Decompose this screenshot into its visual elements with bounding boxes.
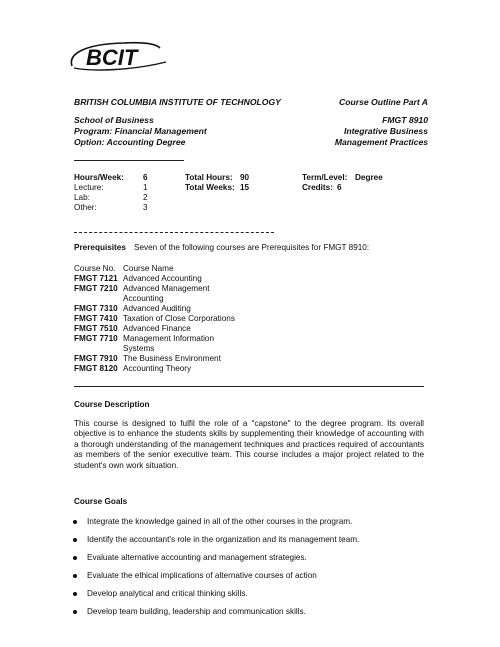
goal-text: Evaluate alternative accounting and management strategies.	[87, 553, 307, 562]
goal-text: Integrate the knowledge gained in all of the other courses in the program.	[87, 517, 353, 526]
course-name: Systems	[123, 344, 155, 353]
course-name: Accounting Theory	[123, 364, 192, 373]
course-name: Accounting	[123, 294, 164, 303]
goal-text: Develop analytical and critical thinking skills.	[87, 589, 248, 598]
course-title-line2: Management Practices	[334, 137, 428, 147]
course-name-header: Course Name	[123, 264, 174, 273]
school-name: School of Business	[74, 115, 154, 125]
bullet-icon	[73, 574, 77, 578]
lab-label: Lab:	[74, 193, 90, 202]
bullet-icon	[73, 610, 77, 614]
goal-text: Identify the accountant's role in the organization and its management team.	[87, 535, 360, 544]
other-value: 3	[143, 203, 148, 212]
course-name: The Business Environment	[123, 354, 221, 363]
course-no: FMGT 7121	[74, 274, 118, 283]
bullet-icon	[73, 538, 77, 542]
goal-text: Evaluate the ethical implications of alternative courses of action	[87, 571, 317, 580]
lecture-value: 1	[143, 183, 148, 192]
divider	[74, 160, 184, 161]
option-name: Option: Accounting Degree	[74, 137, 186, 147]
hours-week-label: Hours/Week:	[74, 173, 124, 182]
course-name: Advanced Auditing	[123, 304, 191, 313]
institute-name: BRITISH COLUMBIA INSTITUTE OF TECHNOLOGY	[74, 97, 281, 107]
outline-label: Course Outline Part A	[339, 97, 428, 107]
course-name: Management Information	[123, 334, 215, 343]
hours-week-value: 6	[143, 173, 148, 182]
lecture-label: Lecture:	[74, 183, 104, 192]
goal-text: Develop team building, leadership and communication skills.	[87, 607, 306, 616]
total-weeks-value: 15	[240, 183, 250, 192]
course-name: Advanced Finance	[123, 324, 191, 333]
course-no: FMGT 7910	[74, 354, 118, 363]
bcit-logo-text: BCIT	[86, 45, 138, 70]
lab-value: 2	[143, 193, 148, 202]
total-hours-value: 90	[240, 173, 250, 182]
other-label: Other:	[74, 203, 97, 212]
course-code: FMGT 8910	[382, 115, 428, 125]
prerequisites-intro: Seven of the following courses are Prerequisites for FMGT 8910:	[134, 243, 370, 252]
course-name: Advanced Management	[123, 284, 210, 293]
goals-heading: Course Goals	[74, 497, 128, 506]
course-no: FMGT 7310	[74, 304, 118, 313]
course-name: Advanced Accounting	[123, 274, 202, 283]
bullet-icon	[73, 556, 77, 560]
course-no: FMGT 7710	[74, 334, 118, 343]
term-value: Degree	[355, 173, 383, 182]
course-no: FMGT 7210	[74, 284, 118, 293]
bullet-icon	[73, 520, 77, 524]
credits-value: 6	[337, 183, 342, 192]
credits-label: Credits:	[302, 183, 333, 192]
total-hours-label: Total Hours:	[185, 173, 233, 182]
total-weeks-label: Total Weeks:	[185, 183, 235, 192]
description-heading: Course Description	[74, 400, 150, 409]
prerequisites-label: Prerequisites	[74, 243, 126, 252]
divider	[74, 386, 424, 387]
bullet-icon	[73, 592, 77, 596]
bcit-logo-mark	[64, 36, 174, 80]
course-no: FMGT 7510	[74, 324, 118, 333]
course-name: Taxation of Close Corporations	[123, 314, 235, 323]
course-no: FMGT 8120	[74, 364, 118, 373]
program-name: Program: Financial Management	[74, 126, 207, 136]
description-text: This course is designed to fulfil the role of a "capstone" to the degree program. Its overall objective is to enhance the students skills by supplementing their knowledge of accounting with a thorough understanding of the management techniques and practices required of accountants as members of the senior executive team. This course includes a major project related to the student's own work situation.	[74, 419, 424, 470]
course-title-line1: Integrative Business	[343, 126, 428, 136]
course-no-header: Course No.	[74, 264, 116, 273]
bcit-logo	[64, 36, 174, 80]
term-label: Term/Level:	[302, 173, 348, 182]
divider	[74, 232, 274, 233]
course-no: FMGT 7410	[74, 314, 118, 323]
